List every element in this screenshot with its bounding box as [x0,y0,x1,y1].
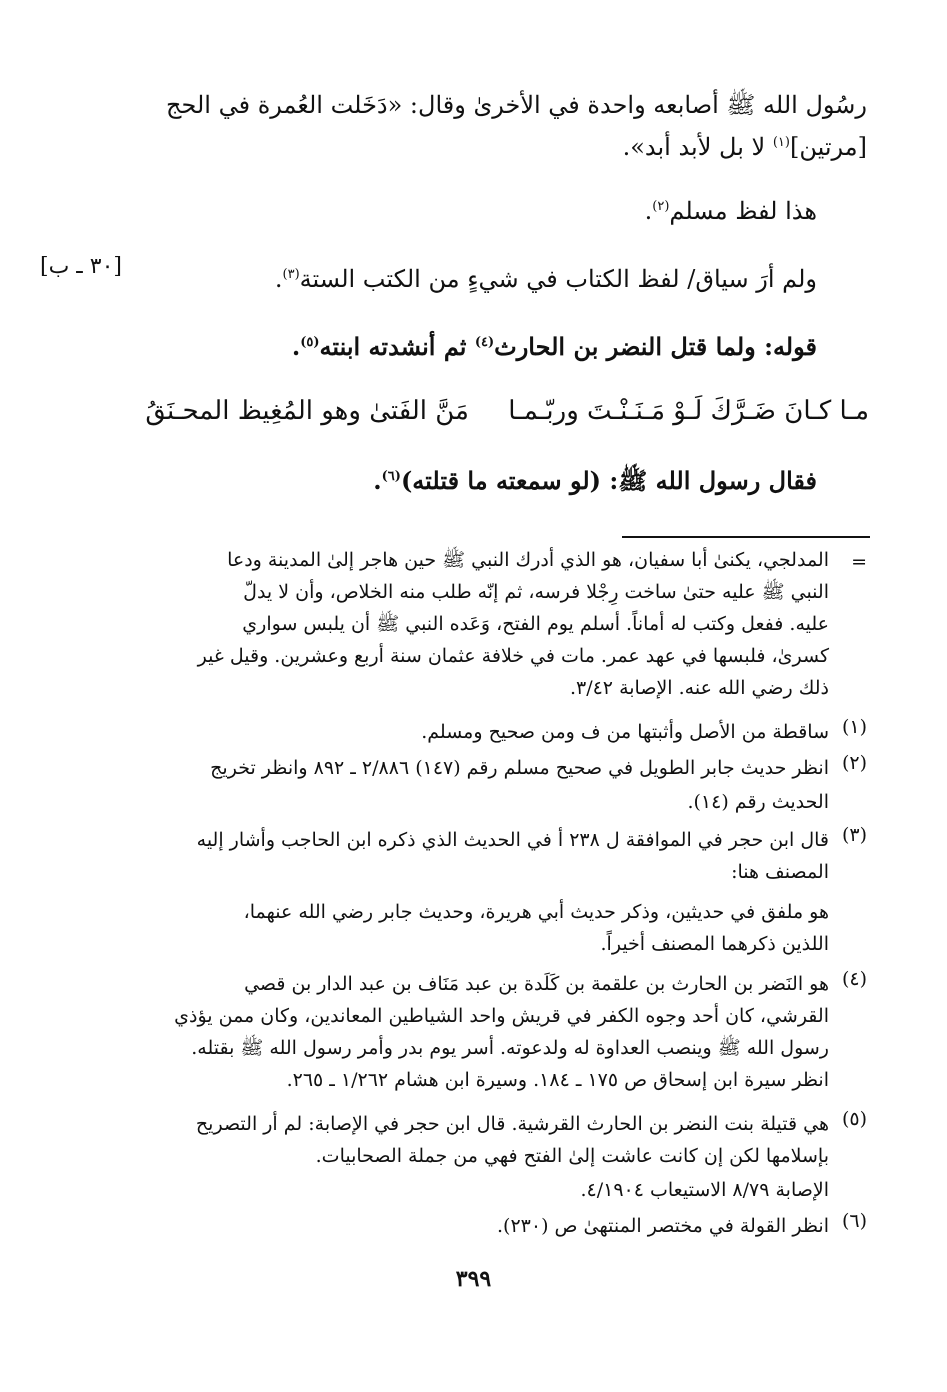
footnote-cont-line-4: كسرىٰ، فلبسها في عهد عمر. مات في خلافة عثمان سنة أربع وعشرين. وقيل غير [197,645,829,667]
main-text-line-1: رسُول الله ﷺ أصابعه واحدة في الأخرىٰ وقال: «دَخَلت العُمرة في الحج [166,91,867,119]
footnote-2-line-1: انظر حديث جابر الطويل في صحيح مسلم رقم (١٤٧) ٢/٨٨٦ ـ ٨٩٢ وانظر تخريج [210,757,829,779]
footnote-separator [622,536,870,538]
footnote-4-line-3: رسول الله ﷺ وينصب العداوة له ولدعوته. أسر يوم بدر وأمر رسول الله ﷺ بقتله. [191,1037,829,1059]
footnote-cont-line-1: المدلجي، يكنىٰ أبا سفيان، هو الذي أدرك النبي ﷺ حين هاجر إلىٰ المدينة ودعا [227,549,829,571]
footnote-cont-line-5: ذلك رضي الله عنه. الإصابة ٣/٤٢. [569,677,829,699]
verse-hemistich-right: مـا كـانَ ضَـرَّكَ لَـوْ مَـنَـنْـتَ وربّـمـا [508,396,869,426]
main-text-line-4: ولم أرَ سياق/ لفظ الكتاب في شيءٍ من الكتب الستة$^{(٣)}$. [274,265,817,293]
main-text-line-5: قوله: ولما قتل النضر بن الحارث$^{(٤)}$ ثم أنشدته ابنته$^{(٥)}$. [291,332,817,361]
main-text-line-6: فقال رسول الله ﷺ: (لو سمعته ما قتلته)$^{(٦)}$. [373,466,817,495]
footnote-number-2: (٢) [841,752,867,774]
footnote-number-5: (٥) [841,1108,867,1130]
footnote-4-line-1: هو النَضر بن الحارث بن علقمة بن كَلَدة بن عبد مَنَاف بن عبد الدار بن قصي [244,973,829,995]
footnote-3-line-3: هو ملفق في حديثين، وذكر حديث أبي هريرة، وحديث جابر رضي الله عنهما، [243,901,829,923]
footnote-continuation-marker: = [851,551,867,573]
footnote-5-line-2: بإسلامها لكن إن كانت عاشت إلىٰ الفتح فهي من جملة الصحابيات. [315,1145,829,1167]
footnote-cont-line-3: عليه. ففعل وكتب له أماناً. أسلم يوم الفتح، وَعَده النبي ﷺ أن يلبس سواري [242,613,829,635]
footnote-1-line-1: ساقطة من الأصل وأثبتها من ف ومن صحيح ومسلم. [421,721,829,743]
footnote-5-line-1: هي قتيلة بنت النضر بن الحارث القرشية. قال ابن حجر في الإصابة: لم أر التصريح [195,1113,829,1135]
manuscript-folio-marker: [٣٠ ـ ب] [40,254,122,279]
footnote-number-1: (١) [841,716,867,738]
footnote-6-line-1: انظر القولة في مختصر المنتهىٰ ص (٢٣٠). [497,1215,829,1237]
footnote-cont-line-2: النبي ﷺ عليه حتىٰ ساخت رِجْلا فرسه، ثم إنّه طلب منه الخلاص، وأن لا يدلّ [243,581,829,603]
page-number: ٣٩٩ [455,1266,492,1292]
footnote-4-line-4: انظر سيرة ابن إسحاق ص ١٧٥ ـ ١٨٤. وسيرة ابن هشام ١/٢٦٢ ـ ٢٦٥. [286,1069,829,1091]
footnote-4-line-2: القرشي، كان أحد وجوه الكفر في قريش واحد الشياطين المعاندين، وكان ممن يؤذي [174,1005,829,1027]
main-text-line-3: هذا لفظ مسلم$^{(٢)}$. [644,197,817,225]
footnote-5-line-3: الإصابة ٨/٧٩ الاستيعاب ٤/١٩٠٤. [580,1179,829,1201]
verse-hemistich-left: مَنَّ الفَتىٰ وهو المُغِيظ المحـنَقُ [145,396,469,426]
footnote-3-line-1: قال ابن حجر في الموافقة ل ٢٣٨ أ في الحديث الذي ذكره ابن الحاجب وأشار إليه [196,829,829,851]
main-text-line-2: [مرتين]$^{(١)}$ لا بل لأبد أبد». [622,133,867,161]
footnote-3-line-2: المصنف هنا: [731,861,829,883]
footnote-number-6: (٦) [841,1210,867,1232]
footnote-2-line-2: الحديث رقم (١٤). [687,791,829,813]
footnote-3-line-4: اللذين ذكرهما المصنف أخيراً. [600,933,829,955]
footnote-number-3: (٣) [841,824,867,846]
footnote-number-4: (٤) [841,968,867,990]
